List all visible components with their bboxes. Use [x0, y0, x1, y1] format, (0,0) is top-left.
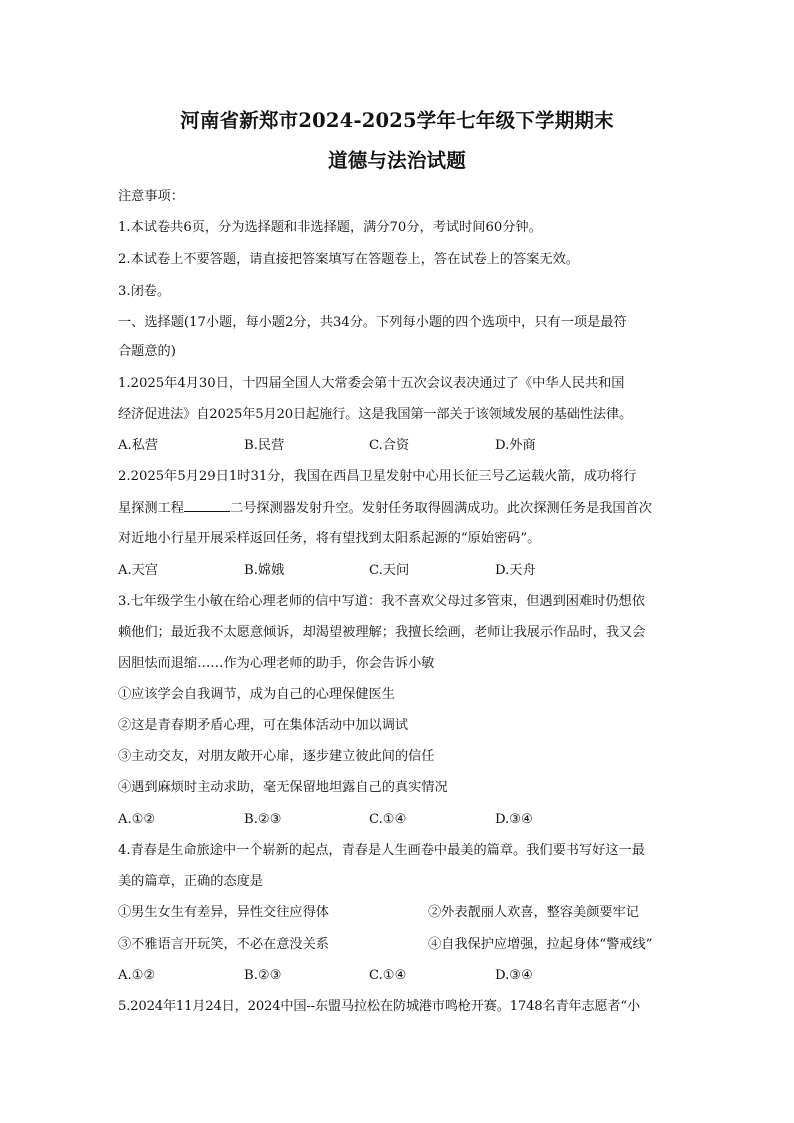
- note-3: 3.闭卷。: [118, 284, 171, 299]
- q2-stem-line2: [118, 499, 652, 518]
- q3-option-b: B.②③: [244, 812, 282, 827]
- q3-stem-line1: 3.七年级学生小敏在给心理老师的信中写道：我不喜欢父母过多管束，但遇到困难时仍想依: [118, 594, 645, 609]
- q4-item-3: ③不雅语言开玩笑，不必在意没关系: [118, 937, 329, 952]
- q2-option-a: A.天宫: [118, 563, 159, 578]
- q3-option-a: A.①②: [118, 812, 156, 827]
- q3-item-2: ②这是青春期矛盾心理，可在集体活动中加以调试: [118, 718, 409, 733]
- q3-item-1: ①应该学会自我调节，成为自己的心理保健医生: [118, 687, 395, 702]
- q1-option-a: A.私营: [118, 438, 159, 453]
- q3-stem-line3: 因胆怯而退缩……作为心理老师的助手，你会告诉小敏: [118, 656, 435, 671]
- q1-stem-line1: 1.2025年4月30日，十四届全国人大常委会第十五次会议表决通过了《中华人民共和国: [118, 376, 625, 391]
- section1-instructions-line2: 合题意的): [118, 344, 176, 359]
- q2-option-c: C.天问: [369, 563, 410, 578]
- q4-item-2: ②外表靓丽人欢喜，整容美颜要牢记: [428, 905, 639, 920]
- notes-heading: 注意事项：: [118, 189, 184, 204]
- exam-subtitle: 道德与法治试题: [328, 149, 466, 172]
- q4-option-a: A.①②: [118, 968, 156, 983]
- q2-option-d: D.天舟: [495, 563, 536, 578]
- q2-option-b: B.嫦娥: [244, 563, 285, 578]
- q4-stem-line1: 4.青春是生命旅途中一个崭新的起点，青春是人生画卷中最美的篇章。我们要书写好这一最: [118, 843, 645, 858]
- note-1: 1.本试卷共6页，分为选择题和非选择题，满分70分，考试时间60分钟。: [118, 220, 542, 235]
- q1-stem-line2: 经济促进法》自2025年5月20日起施行。这是我国第一部关于该领域发展的基础性法律。: [118, 407, 632, 422]
- q3-item-3: ③主动交友，对朋友敞开心扉，逐步建立彼此间的信任: [118, 749, 435, 764]
- q4-item-1: ①男生女生有差异，异性交往应得体: [118, 905, 329, 920]
- q4-option-d: D.③④: [495, 968, 533, 983]
- q2-stem-line1: 2.2025年5月29日1时31分，我国在西昌卫星发射中心用长征三号乙运载火箭，成功将行: [118, 469, 637, 484]
- q3-stem-line2: 赖他们；最近我不太愿意倾诉，却渴望被理解；我擅长绘画，老师让我展示作品时，我又会: [118, 625, 646, 640]
- q4-item-4: ④自我保护应增强，拉起身体“警戒线”: [428, 937, 653, 952]
- section1-instructions-line1: 一、选择题(17小题，每小题2分，共34分。下列每小题的四个选项中，只有一项是最符: [118, 315, 627, 330]
- q2-stem-line3: 对近地小行星开展采样返回任务，将有望找到太阳系起源的“原始密码”。: [118, 531, 541, 546]
- q3-option-d: D.③④: [495, 812, 533, 827]
- q1-option-b: B.民营: [244, 438, 285, 453]
- q3-option-c: C.①④: [369, 812, 407, 827]
- q4-option-c: C.①④: [369, 968, 407, 983]
- q2-stem-line2-start: 星探测工程: [118, 501, 184, 516]
- q4-stem-line2: 美的篇章，正确的态度是: [118, 874, 264, 889]
- q1-option-d: D.外商: [495, 438, 536, 453]
- exam-title: 河南省新郑市2024-2025学年七年级下学期期末: [180, 109, 614, 132]
- q5-stem-line1: 5.2024年11月24日，2024中国--东盟马拉松在防城港市鸣枪开赛。1748名青年志愿者“小: [118, 999, 640, 1014]
- q3-item-4: ④遇到麻烦时主动求助，毫无保留地坦露自己的真实情况: [118, 780, 448, 795]
- q1-option-c: C.合资: [369, 438, 410, 453]
- note-2: 2.本试卷上不要答题，请直接把答案填写在答题卷上，答在试卷上的答案无效。: [118, 252, 579, 267]
- q2-stem-line2-end: 二号探测器发射升空。发射任务取得圆满成功。此次探测任务是我国首次: [229, 501, 652, 516]
- q4-option-b: B.②③: [244, 968, 282, 983]
- answer-blank: [184, 499, 230, 512]
